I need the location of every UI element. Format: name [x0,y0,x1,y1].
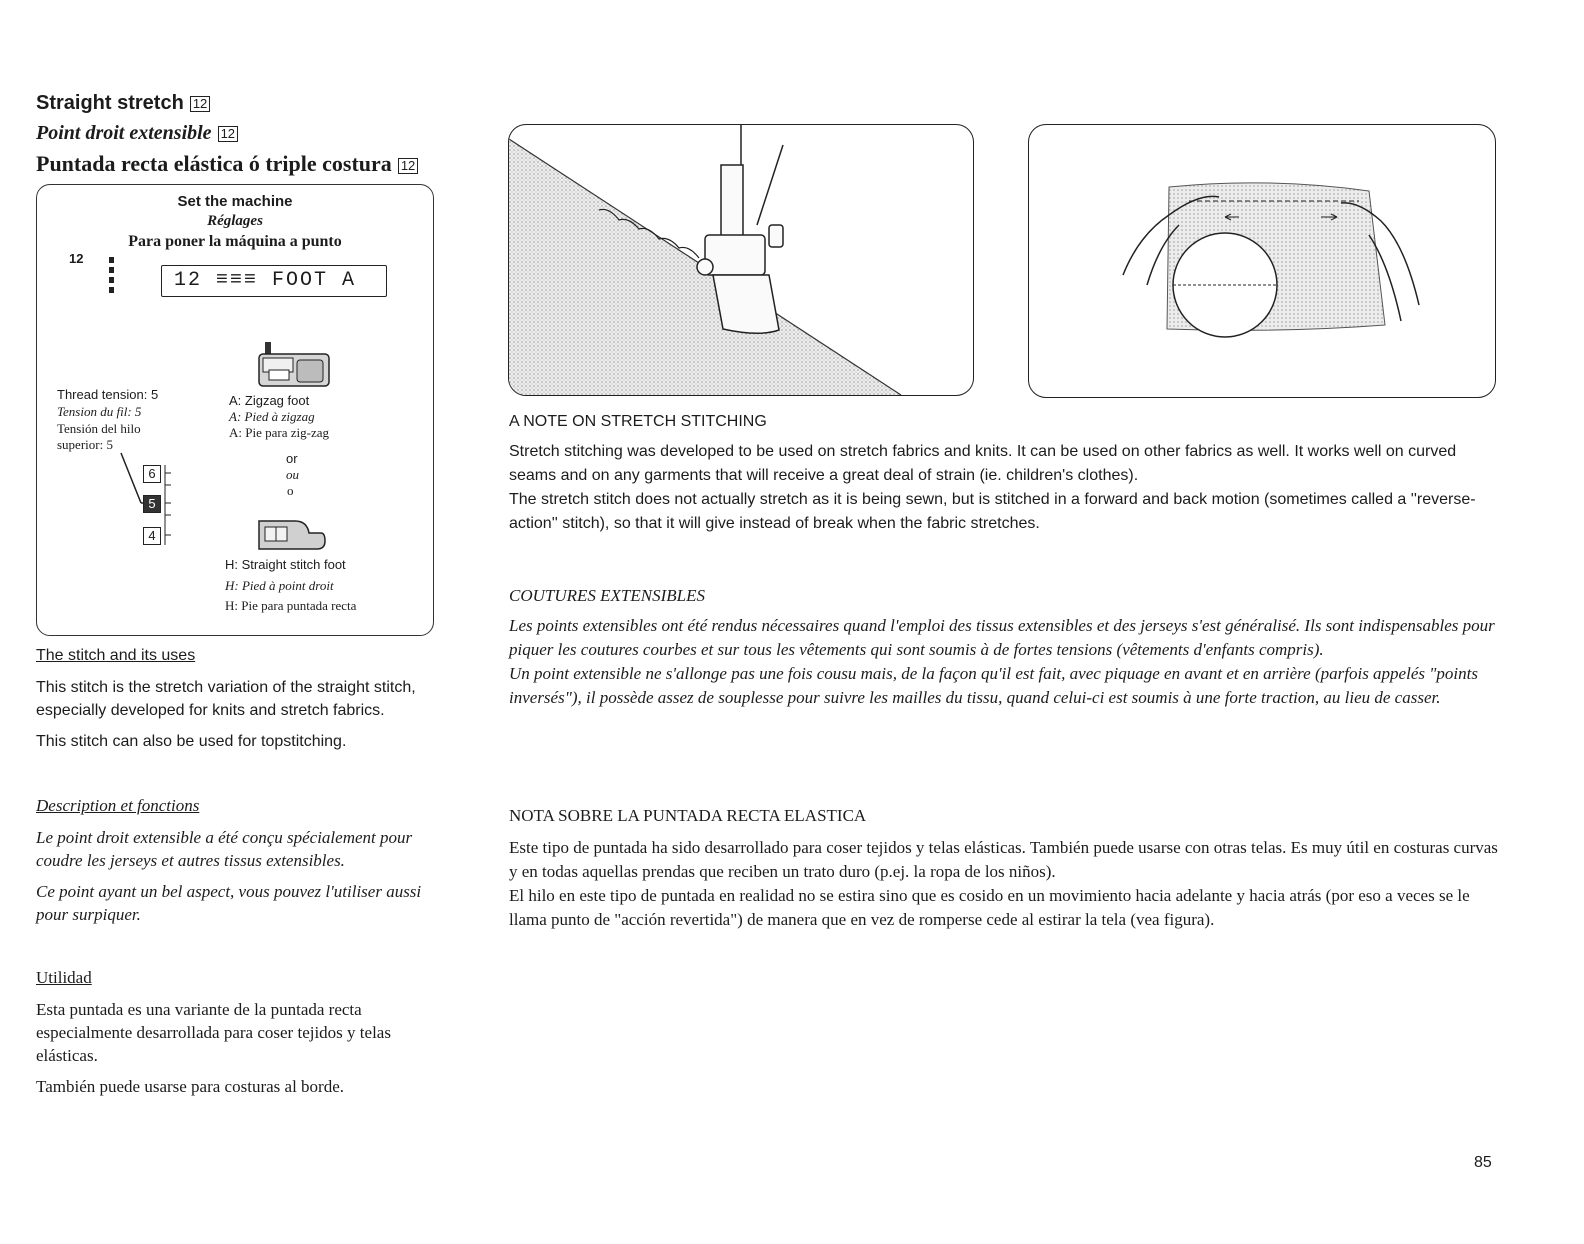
stitch-uses-p2: This stitch can also be used for topstitching. [36,733,347,750]
note-es [509,804,1499,932]
dial-value-5: 5 [143,495,161,513]
dial-value-4: 4 [143,527,161,545]
note-en-title: A NOTE ON STRETCH STITCHING [509,413,767,430]
description-p2: Ce point ayant un bel aspect, vous pouvez l'utiliser aussi pour surpiquer. [36,882,422,924]
tension-fr: Tension du fil: 5 [57,404,142,419]
utilidad-p2: También puede usarse para costuras al borde. [36,1077,344,1096]
note-fr-title: COUTURES EXTENSIBLES [509,586,705,605]
left-section-es [36,966,436,1106]
left-section-fr [36,794,436,934]
note-es-p2: El hilo en este tipo de puntada en realidad no se estira sino que es cosido en un movimiento hacia adelante y hacia atrás (por eso a veces se le llama punto de "acción revertida") de manera que en vez de romperse cede al estirar la tela (vea figura). [509,886,1470,929]
note-fr-p1: Les points extensibles ont été rendus nécessaires quand l'emploi des tissus extensibles et des jerseys s'est généralisé. Ils sont indispensables pour piquer les coutures courbes et sur tous les vêtements qui sont soumis à de fortes tensions (vêtements d'enfants compris). [509,616,1495,659]
description-p1: Le point droit extensible a été conçu spécialement pour coudre les jerseys et autres tissus extensibles. [36,828,413,870]
tension-en: Thread tension: 5 [57,387,159,402]
stitch-pattern-icon [107,255,117,301]
foot-h-en: H: Straight stitch foot [225,557,346,572]
sewing-illustration [508,124,974,396]
tension-es-line1: Tensión del hilo [57,421,141,436]
note-es-p1: Este tipo de puntada ha sido desarrollado para coser tejidos y telas elásticas. También puede usarse con otras telas. Es muy útil en costuras curvas y en todas aquellas prendas que reciben un trato duro (p.ej. la ropa de los niños). [509,838,1498,881]
foot-a-en: A: Zigzag foot [229,393,310,408]
lcd-display: 12 ≡≡≡ FOOT A [161,265,387,297]
left-section-en [36,644,436,761]
description-title: Description et fonctions [36,796,200,815]
note-fr [509,584,1499,710]
heading-fr: Point droit extensible 12 [36,122,238,145]
machine-settings-box [36,184,434,636]
note-en-p2: The stretch stitch does not actually stretch as it is being sewn, but is stitched in a forward and back motion (sometimes called a ''reverse-action'' stitch), so that it will give instead of break when the fabric stretches. [509,491,1476,532]
note-es-title: NOTA SOBRE LA PUNTADA RECTA ELASTICA [509,806,867,825]
setbox-title-fr: Réglages [207,213,263,229]
zigzag-foot-icon [255,340,337,390]
dial-value-6: 6 [143,465,161,483]
stitch-number-badge: 12 [398,158,418,174]
or-en: or [286,451,298,466]
setbox-title-en: Set the machine [177,193,293,210]
tension-es-line2: superior: 5 [57,437,113,452]
stitch-uses-p1: This stitch is the stretch variation of the straight stitch, especially developed for knits and stretch fabrics. [36,679,416,719]
foot-a-es: A: Pie para zig-zag [229,425,329,440]
page-number: 85 [1474,1154,1492,1171]
stitch-number-badge: 12 [218,126,238,142]
foot-h-fr: H: Pied à point droit [225,578,334,593]
foot-h-es: H: Pie para puntada recta [225,598,357,613]
stitch-no-label: 12 [69,251,84,266]
foot-a-fr: A: Pied à zigzag [229,409,315,424]
note-en-p1: Stretch stitching was developed to be used on stretch fabrics and knits. It can be used on other fabrics as well. It works well on curved seams and on any garments that will receive a great deal of strain (ie. children's clothes). [509,443,1457,484]
fabric-stretch-illustration [1028,124,1496,398]
or-es: o [287,483,294,498]
straight-stitch-foot-icon [255,515,327,555]
note-fr-p2: Un point extensible ne s'allonge pas une fois cousu mais, de la façon qu'il est fait, avec piquage en avant et en arrière (parfois appelés "points inversés"), il possède assez de souplesse pour suivre les mailles du tissu, quand celui-ci est soumis à une forte traction, au lieu de casser. [509,664,1478,707]
heading-en: Straight stretch 12 [36,92,210,115]
or-fr: ou [286,467,299,482]
stitch-number-badge: 12 [190,96,210,112]
tension-dial [143,465,173,549]
utilidad-title: Utilidad [36,968,92,987]
utilidad-p1: Esta puntada es una variante de la puntada recta especialmente desarrollada para coser tejidos y telas elásticas. [36,1000,391,1065]
stitch-uses-title: The stitch and its uses [36,647,196,664]
note-en [509,410,1489,536]
setbox-title-es: Para poner la máquina a punto [128,233,342,250]
heading-es: Puntada recta elástica ó triple costura 12 [36,151,418,177]
